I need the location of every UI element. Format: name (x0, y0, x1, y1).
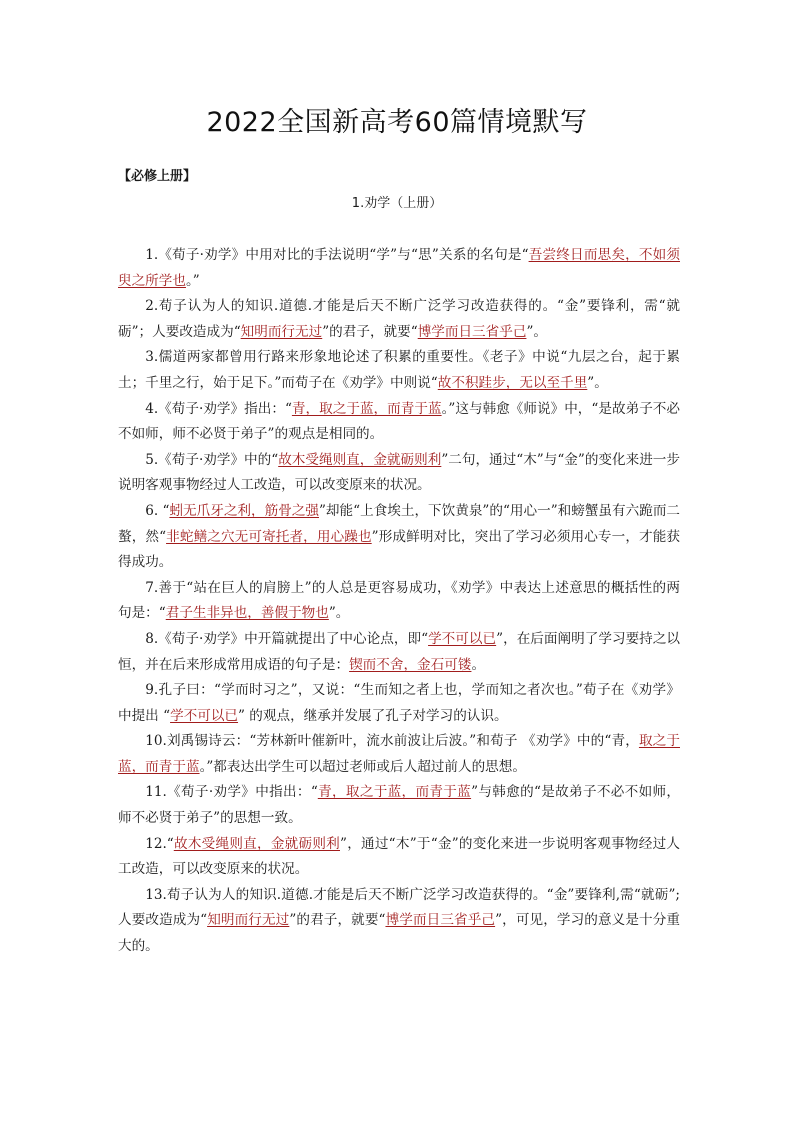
question-text: ”形成鲜明对比，突出了学习必须用心专一，才能获得成功。 (118, 528, 681, 571)
answer-text: 青，取之于蓝，而青于蓝 (291, 400, 442, 417)
question-text: 8.《荀子·劝学》中开篇就提出了中心论点，即“ (145, 630, 429, 647)
question-item (118, 397, 680, 448)
question-text: 7.善于“站在巨人的肩膀上”的人总是更容易成功，《劝学》中表达上述意思的概括性的两句是：“ (118, 579, 680, 622)
question-text: 4.《荀子·劝学》指出：“ (145, 400, 292, 417)
answer-text: 学不可以已 (428, 630, 497, 647)
question-text: ”，通过“木”于“金”的变化来进一步说明客观事物经过人工改造，可以改变原来的状况。 (118, 835, 681, 878)
question-item (118, 243, 680, 294)
question-item (118, 448, 680, 499)
question-text: ”。 (587, 374, 608, 391)
question-text: 12.“ (145, 835, 174, 852)
answer-text: 君子生非异也，善假于物也 (165, 605, 329, 622)
question-text: ”。 (328, 605, 350, 622)
question-item (118, 729, 680, 780)
answer-text: 青，取之于蓝，而青于蓝 (317, 784, 472, 801)
question-item (118, 678, 680, 729)
question-text: 13.荀子认为人的知识.道德.才能是后天不断广泛学习改造获得的。“金”要锋利,需“就砺”;人要改造成为“ (118, 886, 680, 929)
question-item (118, 883, 680, 960)
question-text: 11.《荀子·劝学》中指出：“ (145, 784, 318, 801)
question-text: 。 (471, 656, 486, 673)
page-title: 2022全国新高考60篇情境默写 (206, 107, 588, 138)
question-item (118, 832, 680, 883)
question-text: ”的君子，就要“ (289, 912, 386, 929)
answer-text: 吾尝终日而思矣，不如须臾之所学也 (118, 247, 680, 289)
answer-text: 故不积跬步，无以至千里 (437, 374, 588, 391)
answer-text: 蚓无爪牙之利，筋骨之强 (169, 502, 319, 519)
answer-text: 故木受绳则直，金就砺则利 (278, 451, 442, 468)
answer-text: 学不可以已 (170, 707, 239, 724)
question-list (118, 243, 680, 960)
answer-text: 非蛇鳝之穴无可寄托者，用心躁也 (166, 528, 372, 545)
question-text: 6. “ (145, 502, 170, 519)
answer-text: 知明而行无过 (207, 912, 290, 929)
question-text: 3.儒道两家都曾用行路来形象地论述了积累的重要性。《老子》中说“九层之台，起于累土；千里之行，始于足下。”而荀子在《劝学》中则说“ (118, 349, 680, 391)
question-text: ”却能“上食埃土，下饮黄泉”的“用心一”和螃蟹虽有六跪而二螯，然“ (118, 502, 681, 545)
question-item (118, 627, 680, 678)
question-text: ”。 (526, 323, 547, 340)
question-text: 10.刘禹锡诗云：“芳林新叶催新叶，流水前波让后波。”和荀子 《劝学》中的“青， (145, 733, 639, 750)
question-text: 。” (185, 272, 200, 289)
question-text: 。”都表达出学生可以超过老师或后人超过前人的思想。 (199, 758, 526, 775)
question-text: ”的君子，就要“ (322, 323, 418, 340)
question-text: ” 的观点，继承并发展了孔子对学习的认识。 (238, 707, 508, 724)
question-text: ”二句，通过“木”与“金”的变化来进一步说明客观事物经过人工改造，可以改变原来的状况。 (118, 451, 680, 494)
question-item (118, 499, 680, 576)
question-text: 2.荀子认为人的知识.道德.才能是后天不断广泛学习改造获得的。“金”要锋利，需“就砺”；人要改造成为“ (118, 298, 680, 340)
question-text: 。”这与韩愈《师说》中，“是故弟子不必不如师，师不必贤于弟子”的观点是相同的。 (118, 400, 680, 443)
question-text: ”，在后面阐明了学习要持之以恒，并在后来形成常用成语的句子是： (118, 630, 681, 673)
section-heading: 【必修上册】 (118, 169, 197, 184)
question-text: 1.《荀子·劝学》中用对比的手法说明“学”与“思”关系的名句是“ (145, 247, 529, 263)
question-text: ”，可见，学习的意义是十分重大的。 (118, 912, 681, 955)
answer-text: 博学而日三省乎己 (385, 912, 496, 929)
question-text: ”与韩愈的“是故弟子不必不如师，师不必贤于弟子”的思想一致。 (118, 784, 680, 827)
answer-text: 博学而日三省乎己 (417, 323, 527, 340)
question-text: 5.《荀子·劝学》中的“ (145, 451, 279, 468)
question-text: 9.孔子曰：“学而时习之”，又说：“生而知之者上也，学而知之者次也。”荀子在《劝学》中提出 “ (118, 682, 680, 724)
answer-text: 知明而行无过 (240, 323, 323, 340)
question-item (118, 345, 680, 396)
lesson-subtitle: 1.劝学（上册） (351, 196, 443, 211)
answer-text: 取之于蓝，而青于蓝 (118, 733, 680, 775)
question-item (118, 294, 680, 345)
question-item (118, 780, 680, 831)
answer-text: 锲而不舍，金石可镂 (349, 656, 472, 673)
answer-text: 故木受绳则直，金就砺则利 (173, 835, 340, 852)
question-item (118, 576, 680, 627)
